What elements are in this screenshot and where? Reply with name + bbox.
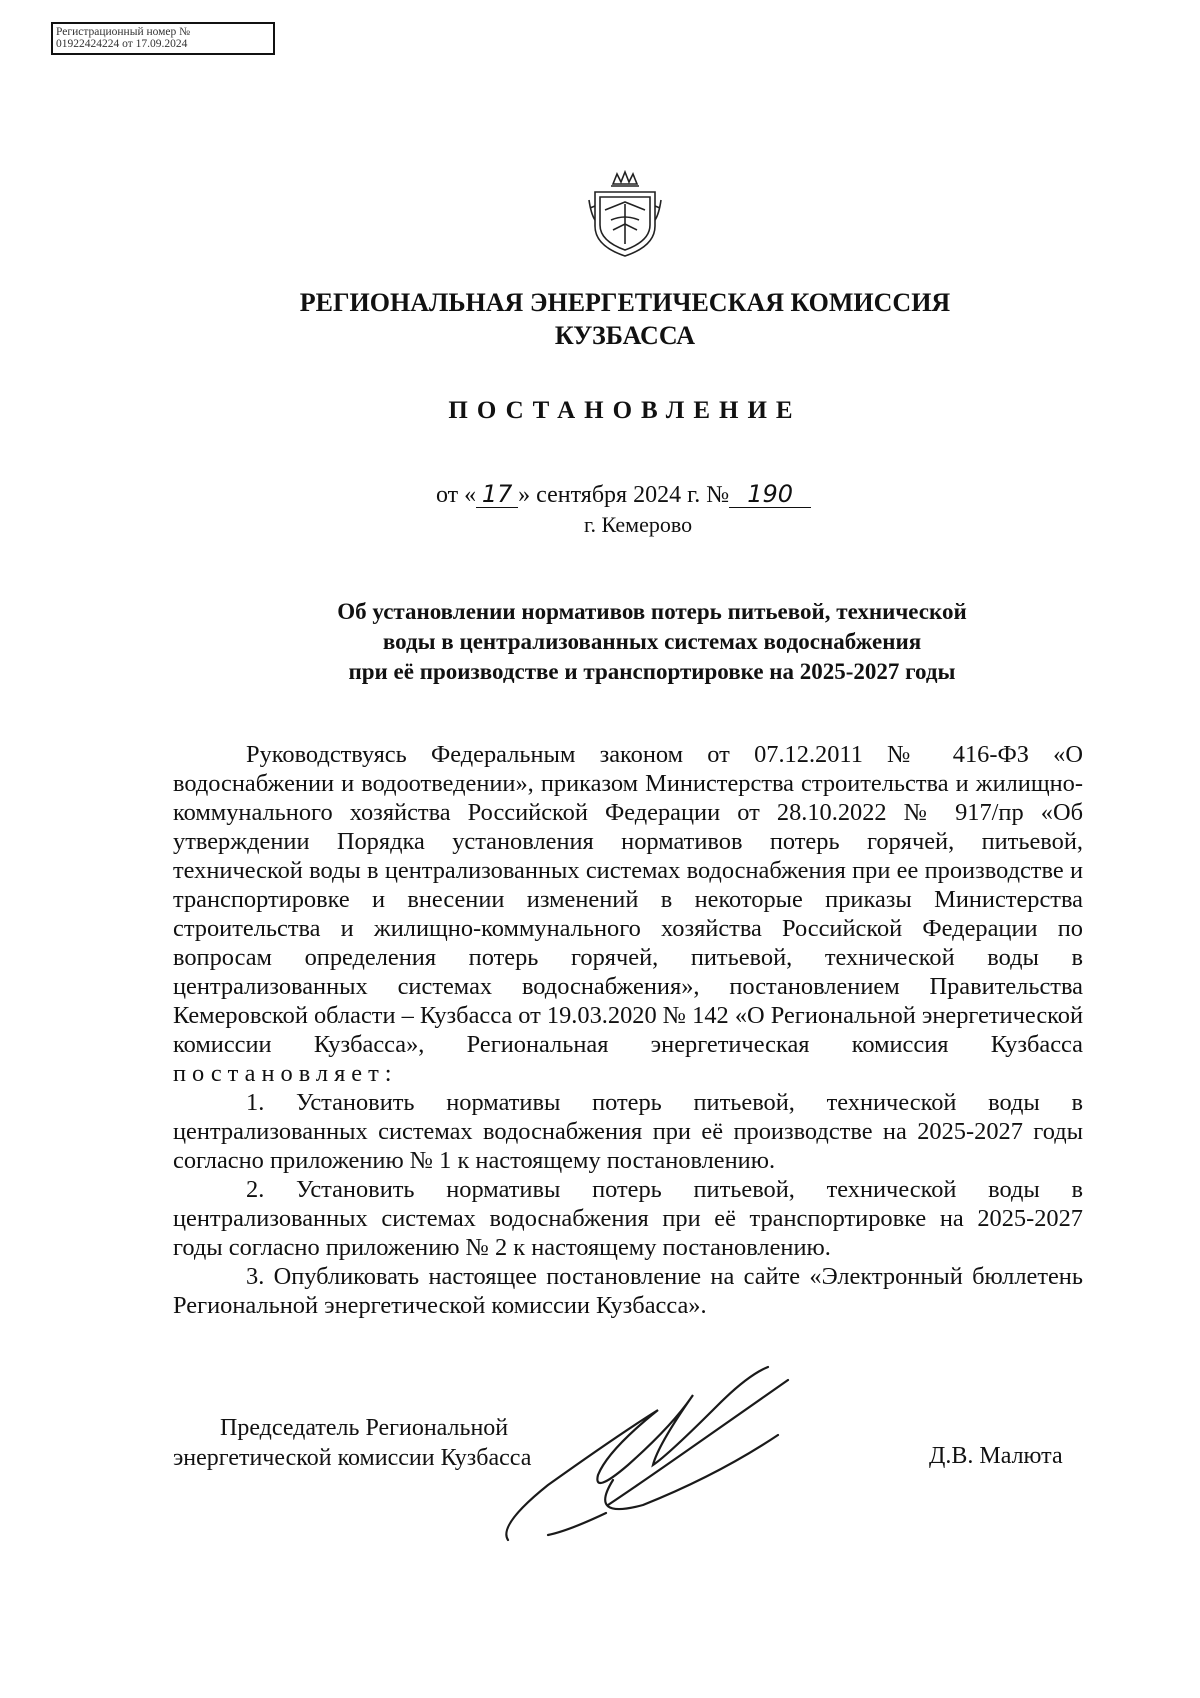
coat-of-arms-icon bbox=[587, 170, 663, 258]
subject-line-1: Об установлении нормативов потерь питьевой, технической bbox=[337, 599, 967, 624]
organization-title-line-2: КУЗБАССА bbox=[554, 321, 696, 350]
subject-line-2: воды в централизованных системах водоснабжения bbox=[382, 629, 922, 654]
resolves-word: постановляет: bbox=[173, 1060, 398, 1087]
date-middle: » сентября 2024 г. № bbox=[518, 482, 730, 508]
document-type: ПОСТАНОВЛЕНИЕ bbox=[448, 397, 802, 424]
document-number: 190 bbox=[729, 481, 811, 508]
handwritten-signature bbox=[488, 1355, 818, 1555]
date-line bbox=[436, 481, 811, 509]
subject-line-3: при её производстве и транспортировке на 2025-2027 годы bbox=[348, 659, 956, 684]
date-prefix: от « bbox=[436, 482, 477, 508]
signatory-position-line-2: энергетической комиссии Кузбасса bbox=[173, 1445, 532, 1471]
signatory-position bbox=[173, 1413, 531, 1473]
document-body bbox=[173, 740, 1083, 1320]
date-day: 17 bbox=[476, 481, 518, 508]
preamble-paragraph bbox=[173, 740, 1083, 1088]
organization-title bbox=[0, 286, 1200, 352]
signatory-position-line-1: Председатель Региональной bbox=[220, 1415, 509, 1441]
resolution-item-2: 2. Установить нормативы потерь питьевой, технической воды в централизованных системах водоснабжения при её транспортировке на 2025-2027 годы согласно приложению № 2 к настоящему постановлению. bbox=[173, 1176, 1083, 1261]
resolution-item-3: 3. Опубликовать настоящее постановление на сайте «Электронный бюллетень Региональной энергетической комиссии Кузбасса». bbox=[173, 1263, 1083, 1319]
organization-title-line-1: РЕГИОНАЛЬНАЯ ЭНЕРГЕТИЧЕСКАЯ КОМИССИЯ bbox=[299, 288, 951, 317]
registration-line-2: 01922424224 от 17.09.2024 bbox=[56, 38, 188, 50]
registration-line-1: Регистрационный номер № bbox=[56, 26, 191, 38]
signatory-name: Д.В. Малюта bbox=[929, 1443, 1063, 1469]
city: г. Кемерово bbox=[584, 512, 693, 537]
subject-heading bbox=[0, 597, 1200, 687]
preamble-text: Руководствуясь Федеральным законом от 07.12.2011 № 416-ФЗ «О водоснабжении и водоотведении», приказом Министерства строительства и жилищно-коммунального хозяйства Российской Федерации от 28.10.2022 № 917/пр «Об утверждении Порядка установления нормативов потерь горячей, питьевой, технической воды в централизованных системах водоснабжения при ее производстве и транспортировке и внесении изменений в некоторые приказы Министерства строительства и жилищно-коммунального хозяйства Российской Федерации по вопросам определения потерь горячей, питьевой, технической воды в централизованных системах водоснабжения», постановлением Правительства Кемеровской области – Кузбасса от 19.03.2020 № 142 «О Региональной энергетической комиссии Кузбасса», Региональная энергетическая комиссия Кузбасса bbox=[173, 741, 1083, 1058]
registration-stamp bbox=[51, 22, 275, 55]
resolution-item-1: 1. Установить нормативы потерь питьевой, технической воды в централизованных системах водоснабжения при её производстве на 2025-2027 годы согласно приложению № 1 к настоящему постановлению. bbox=[173, 1089, 1083, 1174]
